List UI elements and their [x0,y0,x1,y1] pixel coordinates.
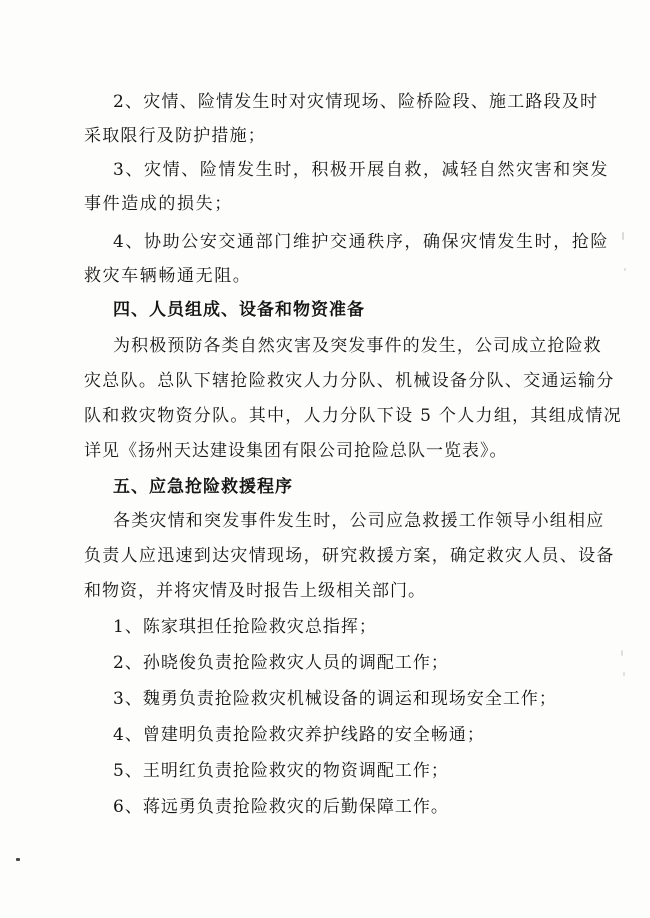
item-4-line-1: 4、协助公安交通部门维护交通秩序，确保灾情发生时，抢险 [113,232,610,252]
section-5-para-line-2: 负责人应迅速到达灾情现场，研究救援方案，确定救灾人员、设备 [84,546,615,566]
list-item-4: 4、曾建明负责抢险救灾养护线路的安全畅通； [113,725,485,745]
list-item-2: 2、孙晓俊负责抢险救灾人员的调配工作； [113,653,449,673]
item-4-line-2: 救灾车辆畅通无阻。 [84,266,252,286]
section-4-para-line-2: 灾总队。总队下辖抢险救灾人力分队、机械设备分队、交通运输分 [84,371,615,391]
list-item-6: 6、蒋远勇负责抢险救灾的后勤保障工作。 [113,797,449,817]
scan-speck [621,650,623,656]
list-item-5: 5、王明红负责抢险救灾的物资调配工作； [113,761,449,781]
item-2-line-1: 2、灾情、险情发生时对灾情现场、险桥险段、施工路段及时 [113,92,599,112]
list-item-1: 1、陈家琪担任抢险救灾总指挥； [113,617,377,637]
section-5-para-line-1: 各类灾情和突发事件发生时，公司应急救援工作领导小组相应 [113,511,605,531]
item-2-line-2: 采取限行及防护措施； [84,126,266,146]
section-4-heading: 四、人员组成、设备和物资准备 [113,300,365,320]
scan-speck [622,232,624,240]
section-4-para-line-3: 队和救灾物资分队。其中，人力分队下设 5 个人力组，其组成情况 [84,406,622,426]
section-4-para-line-1: 为积极预防各类自然灾害及突发事件的发生，公司成立抢险救 [113,336,602,356]
section-5-heading: 五、应急抢险救援程序 [113,477,293,497]
list-item-3: 3、魏勇负责抢险救灾机械设备的调运和现场安全工作； [113,689,557,709]
section-5-para-line-3: 和物资，并将灾情及时报告上级相关部门。 [84,581,426,601]
scan-speck [624,268,626,271]
scan-speck [16,858,20,861]
section-4-para-line-4: 详见《扬州天达建设集团有限公司抢险总队一览表》。 [84,441,508,461]
item-3-line-2: 事件造成的损失； [84,194,233,214]
item-3-line-1: 3、灾情、险情发生时，积极开展自救，减轻自然灾害和突发 [113,160,610,180]
scan-speck [623,672,625,676]
